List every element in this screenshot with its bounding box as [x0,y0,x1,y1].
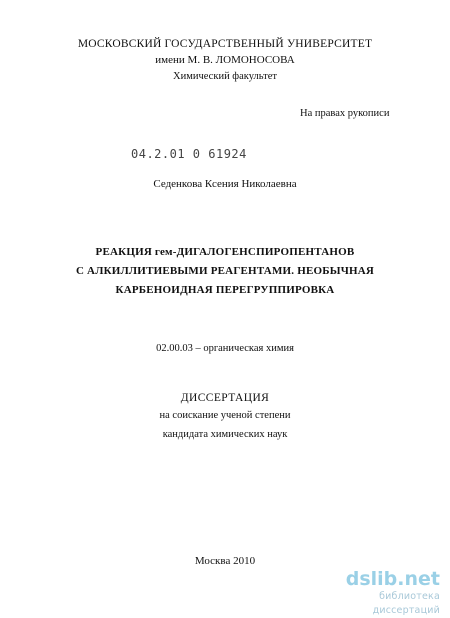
watermark-logo: dslib.net [345,568,440,590]
document-type: ДИССЕРТАЦИЯ [180,392,270,404]
watermark[interactable] [324,568,440,616]
archive-stamp: 04.2.01 0 61924 [131,147,247,161]
degree-purpose: на соискание ученой степени [159,410,291,421]
university-name: МОСКОВСКИЙ ГОСУДАРСТВЕННЫЙ УНИВЕРСИТЕТ [77,38,373,50]
named-after: имени М. В. ЛОМОНОСОВА [155,54,295,66]
specialty: 02.00.03 – органическая химия [156,343,294,354]
title-line-3: КАРБЕНОИДНАЯ ПЕРЕГРУППИРОВКА [115,284,335,296]
degree-name: кандидата химических наук [162,429,288,440]
city-year: Москва 2010 [194,555,256,567]
watermark-subtitle: библиотека диссертаций [372,591,440,616]
title-line-2: С АЛКИЛЛИТИЕВЫМИ РЕАГЕНТАМИ. НЕОБЫЧНАЯ [75,265,375,277]
author-name: Седенкова Ксения Николаевна [153,178,297,190]
manuscript-note: На правах рукописи [300,108,390,119]
faculty-name: Химический факультет [173,71,277,82]
title-line-1: РЕАКЦИЯ гем-ДИГАЛОГЕНСПИРОПЕНТАНОВ [95,246,355,258]
